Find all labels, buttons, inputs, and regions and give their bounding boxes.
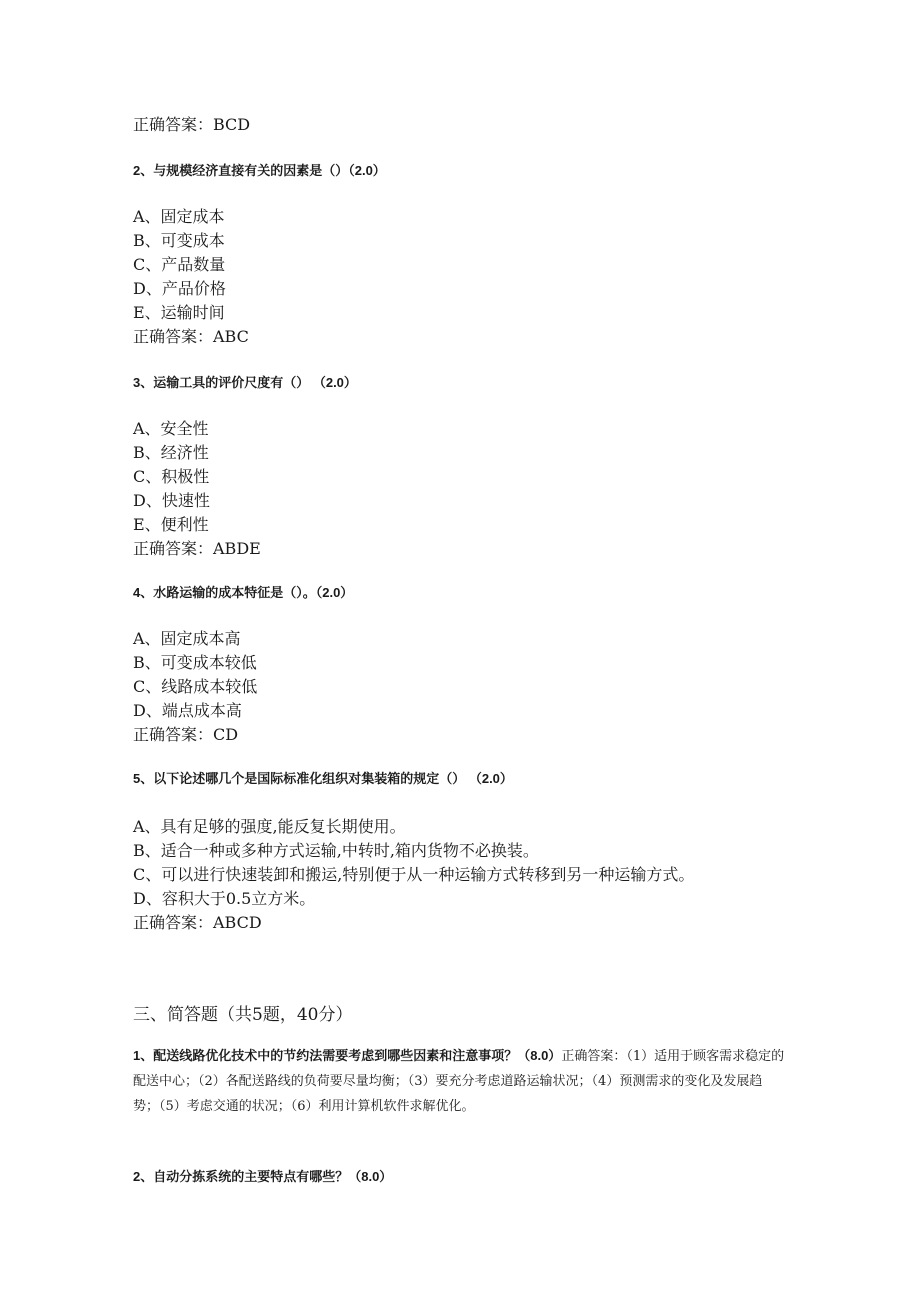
option-4b: B、可变成本较低 bbox=[133, 653, 257, 672]
answer-line-q1: 正确答案：BCD bbox=[133, 115, 251, 134]
question-title-5: 5、以下论述哪几个是国际标准化组织对集装箱的规定（） （2.0） bbox=[133, 771, 513, 786]
option-4d: D、端点成本高 bbox=[133, 701, 242, 720]
option-2b: B、可变成本 bbox=[133, 231, 225, 250]
option-2e: E、运输时间 bbox=[133, 303, 225, 322]
answer-line-q3: 正确答案：ABDE bbox=[133, 539, 261, 558]
option-3d: D、快速性 bbox=[133, 491, 210, 510]
answer-line-q5: 正确答案：ABCD bbox=[133, 913, 262, 932]
short-answer-answer-1: 正确答案：（1）适用于顾客需求稳定的配送中心；（2）各配送路线的负荷要尽量均衡；（3）要充分考虑道路运输状况；（4）预测需求的变化及发展趋势；（5）考虑交通的状况；（6）利用计算机软件求解优化。 bbox=[133, 1049, 785, 1114]
option-3e: E、便利性 bbox=[133, 515, 209, 534]
option-5c: C、可以进行快速装卸和搬运,特别便于从一种运输方式转移到另一种运输方式。 bbox=[133, 865, 695, 884]
option-4c: C、线路成本较低 bbox=[133, 677, 258, 696]
short-answer-title-1: 1、配送线路优化技术中的节约法需要考虑到哪些因素和注意事项？（8.0） bbox=[133, 1048, 562, 1063]
answer-line-q4: 正确答案：CD bbox=[133, 725, 239, 744]
option-3c: C、积极性 bbox=[133, 467, 210, 486]
option-3b: B、经济性 bbox=[133, 443, 209, 462]
option-5a: A、具有足够的强度,能反复长期使用。 bbox=[133, 817, 406, 836]
question-title-2: 2、与规模经济直接有关的因素是（）（2.0） bbox=[133, 163, 386, 178]
option-2c: C、产品数量 bbox=[133, 255, 226, 274]
section-heading: 三、简答题（共5题，40分） bbox=[133, 1005, 353, 1025]
question-title-4: 4、水路运输的成本特征是（）。（2.0） bbox=[133, 585, 354, 600]
short-answer-title-2: 2、自动分拣系统的主要特点有哪些？（8.0） bbox=[133, 1169, 393, 1184]
option-5d: D、容积大于0.5立方米。 bbox=[133, 889, 316, 908]
option-5b: B、适合一种或多种方式运输,中转时,箱内货物不必换装。 bbox=[133, 841, 539, 860]
option-4a: A、固定成本高 bbox=[133, 629, 241, 648]
short-answer-1 bbox=[133, 1044, 785, 1119]
option-3a: A、安全性 bbox=[133, 419, 209, 438]
option-2d: D、产品价格 bbox=[133, 279, 226, 298]
option-2a: A、固定成本 bbox=[133, 207, 225, 226]
question-title-3: 3、运输工具的评价尺度有（） （2.0） bbox=[133, 375, 357, 390]
answer-line-q2: 正确答案：ABC bbox=[133, 327, 249, 346]
